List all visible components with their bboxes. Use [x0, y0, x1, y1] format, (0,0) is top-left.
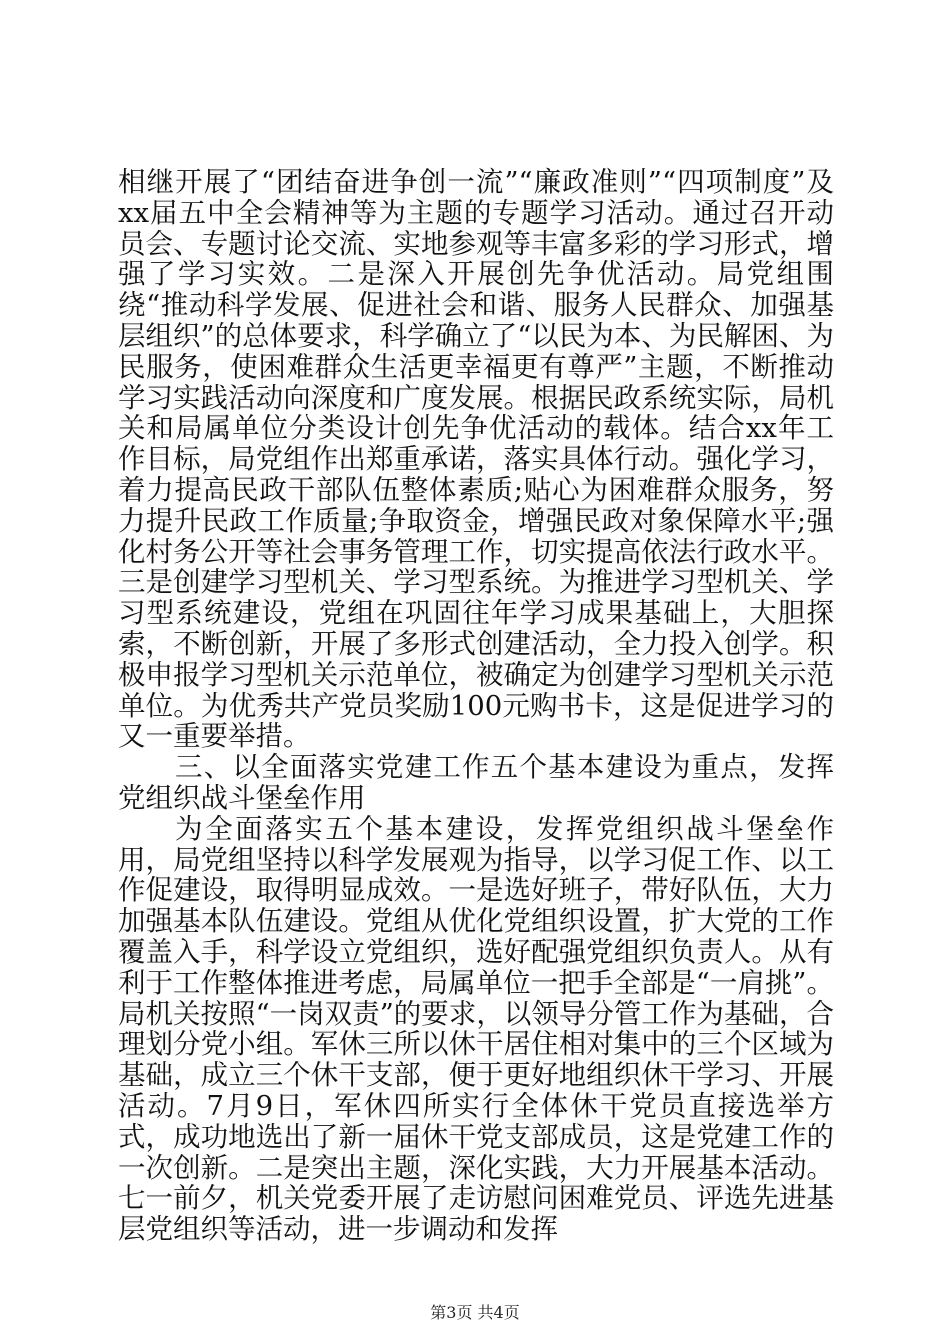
section-heading-three: 三、以全面落实党建工作五个基本建设为重点，发挥党组织战斗堡垒作用 [118, 751, 834, 814]
paragraph-study-activities: 相继开展了“团结奋进争创一流”“廉政准则”“四项制度”及xx届五中全会精神等为主题的专题学习活动。通过召开动员会、专题讨论交流、实地参观等丰富多彩的学习形式，增强了学习实效。二是深入开展创先争优活动。局党组围绕“推动科学发展、促进社会和谐、服务人民群众、加强基层组织”的总体要求，科学确立了“以民为本、为民解困、为民服务，使困难群众生活更幸福更有尊严”主题，不断推动学习实践活动向深度和广度发展。根据民政系统实际，局机关和局属单位分类设计创先争优活动的载体。结合xx年工作目标，局党组作出郑重承诺，落实具体行动。强化学习，着力提高民政干部队伍整体素质;贴心为困难群众服务，努力提升民政工作质量;争取资金，增强民政对象保障水平;强化村务公开等社会事务管理工作，切实提高依法行政水平。三是创建学习型机关、学习型系统。为推进学习型机关、学习型系统建设，党组在巩固往年学习成果基础上，大胆探索，不断创新，开展了多形式创建活动，全力投入创学。积极申报学习型机关示范单位，被确定为创建学习型机关示范单位。为优秀共产党员奖励100元购书卡，这是促进学习的又一重要举措。 [118, 166, 834, 753]
paragraph-five-basic-construction: 为全面落实五个基本建设，发挥党组织战斗堡垒作用，局党组坚持以科学发展观为指导，以学习促工作、以工作促建设，取得明显成效。一是选好班子，带好队伍，大力加强基本队伍建设。党组从优化党组织设置，扩大党的工作覆盖入手，科学设立党组织，选好配强党组织负责人。从有利于工作整体推进考虑，局属单位一把手全部是“一肩挑”。局机关按照“一岗双责”的要求，以领导分管工作为基础，合理划分党小组。军休三所以休干居住相对集中的三个区域为基础，成立三个休干支部，便于更好地组织休干学习、开展活动。7月9日，军休四所实行全体休干党员直接选举方式，成功地选出了新一届休干党支部成员，这是党建工作的一次创新。二是突出主题，深化实践，大力开展基本活动。七一前夕，机关党委开展了走访慰问困难党员、评选先进基层党组织等活动，进一步调动和发挥 [118, 812, 834, 1246]
document-body [118, 167, 834, 1245]
page-number-footer: 第3页 共4页 [430, 1303, 520, 1322]
